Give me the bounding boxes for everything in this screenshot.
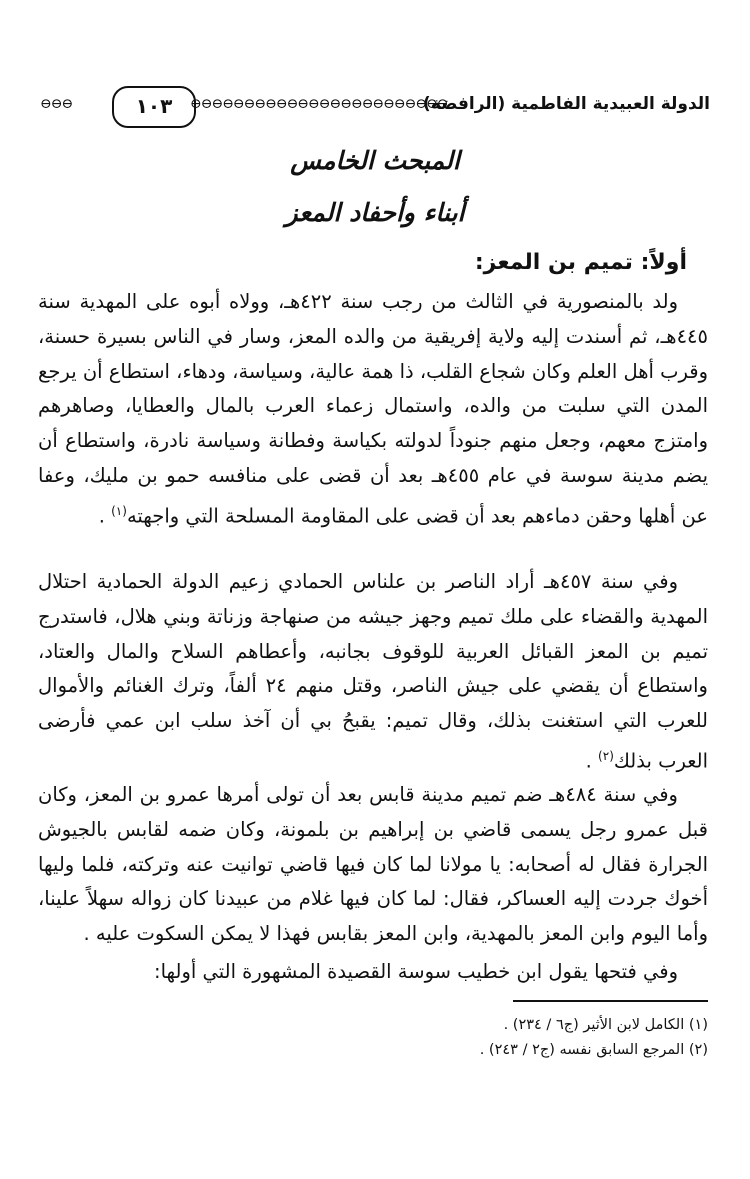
subheading: أولاً: تميم بن المعز: bbox=[474, 250, 687, 275]
header-ornament-left: ⊖⊖⊖ bbox=[40, 96, 73, 112]
section-title: المبحث الخامس bbox=[290, 146, 460, 175]
footnote-ref-1: (١) bbox=[111, 503, 127, 518]
running-header bbox=[40, 82, 710, 132]
paragraph-2 bbox=[38, 565, 708, 779]
footnote-2: (٢) المرجع السابق نفسه (ج٢ / ٢٤٣) . bbox=[479, 1042, 708, 1058]
paragraph-2-text: وفي سنة ٤٥٧هـ أراد الناصر بن علناس الحمادي زعيم الدولة الحمادية احتلال المهدية والقضاء على ملك تميم وجهز جيشه من صنهاجة وزناتة وبني هلال، فاستدرج تميم بن المعز القبائل العربية للوقوف بجانبه، وأعطاهم السلاح والمال والعتاد، واستطاع أن يقضي على جيش الناصر، وقتل منهم ٢٤ ألفاً، وترك الغنائم والأموال للعرب التي استغنت بذلك، وقال تميم: يقبحُ بي أن آخذ سلب ابن عمي فأرضى العرب بذلك bbox=[38, 570, 708, 773]
footnote-1: (١) الكامل لابن الأثير (ج٦ / ٢٣٤) . bbox=[503, 1017, 708, 1033]
page-number-box bbox=[112, 86, 196, 128]
paragraph-3: وفي سنة ٤٨٤هـ ضم تميم مدينة قابس بعد أن تولى أمرها عمرو بن المعز، وكان قبل عمرو رجل يسمى قاضي بن إبراهيم بن بلمونة، وكان ضمه لقابس بالجيوش الجرارة فقال له أصحابه: يا مولانا لما كان فيها قاضي توانيت عنه وتركته، فلما وليها أخوك جردت إليه العساكر، فقال: لما كان فيها غلام من عبيدنا كان زواله سهلاً علينا، وأما اليوم وابن المعز بالمهدية، وابن المعز بقابس فهذا لا يمكن السكوت عليه . bbox=[38, 783, 708, 946]
section-subtitle: أبناء وأحفاد المعز bbox=[285, 198, 465, 227]
page-number: ١٠٣ bbox=[135, 94, 173, 118]
footnote-ref-2: (٢) bbox=[598, 748, 614, 763]
paragraph-1-text: ولد بالمنصورية في الثالث من رجب سنة ٤٢٢هـ، وولاه أبوه على المهدية سنة ٤٤٥هـ، ثم أسندت إليه ولاية إفريقية من والده المعز، وسار في الناس بسيرة حسنة، وقرب أهل العلم وكان شجاع القلب، ذا همة عالية، وسياسة، ودهاء، استطاع أن يرجع المدن التي سلبت من والده، واستمال زعماء العرب بالمال والعطايا، وصاهرهم وامتزج معهم، وجعل منهم جنوداً لدولته بكياسة وفطانة وسياسة نادرة، واستطاع أن يضم مدينة سوسة في عام ٤٥٥هـ بعد أن قضى على منافسه حمو بن مليك، وعفا عن أهلها وحقن دماءهم بعد أن قضى على المقاومة المسلحة التي واجهته bbox=[38, 290, 709, 528]
paragraph-1-tail: . bbox=[98, 504, 112, 528]
running-title: الدولة العبيدية الفاطمية (الرافضة) bbox=[422, 94, 710, 114]
paragraph-4: وفي فتحها يقول ابن خطيب سوسة القصيدة المشهورة التي أولها: bbox=[154, 960, 678, 983]
paragraph-1 bbox=[38, 285, 708, 534]
header-ornament: ⊖⊖⊖⊖⊖⊖⊖⊖⊖⊖⊖⊖⊖⊖⊖⊖⊖⊖⊖⊖⊖⊖⊖⊖ bbox=[190, 96, 448, 112]
paragraph-2-tail: . bbox=[585, 749, 599, 773]
footnote-separator bbox=[513, 1000, 708, 1002]
